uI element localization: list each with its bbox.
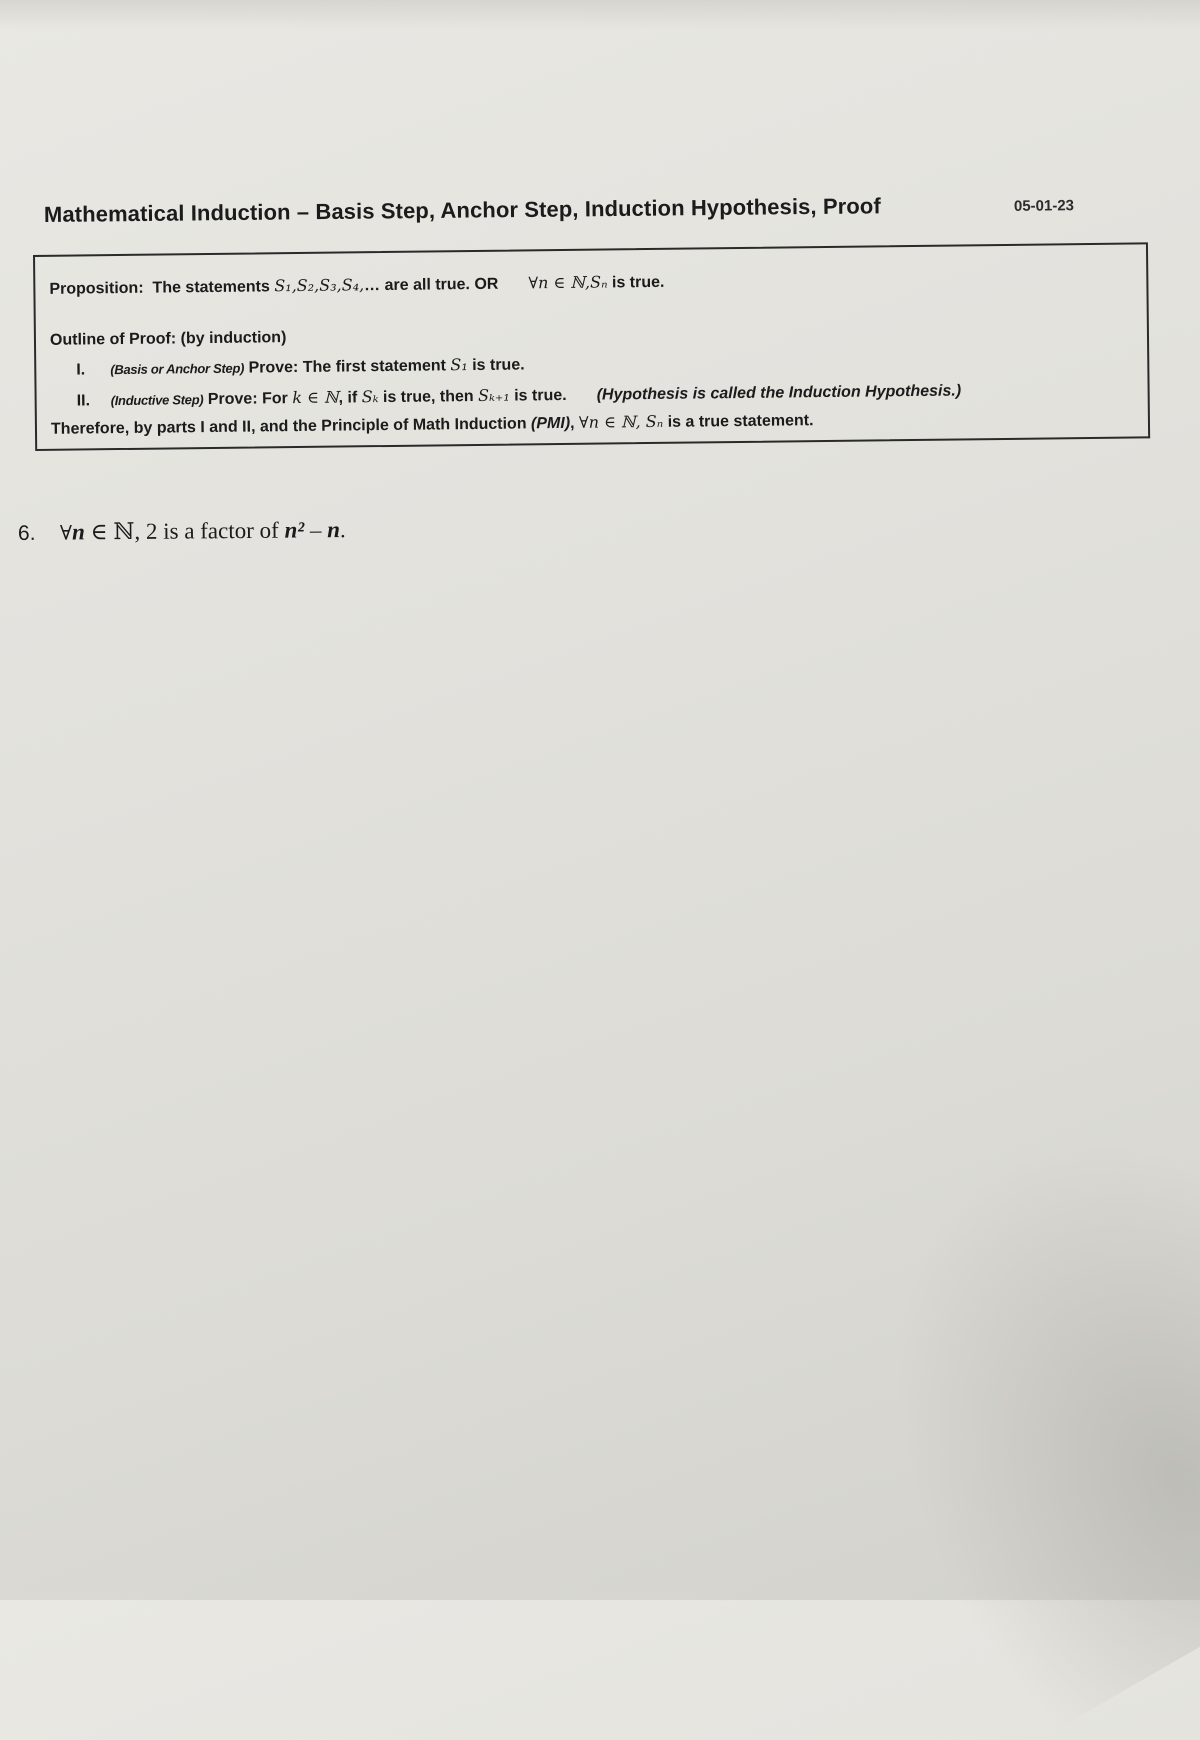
conclusion-pmi: (PMI) — [530, 414, 571, 433]
step-1-math: S₁ — [450, 355, 468, 375]
conclusion-text: Therefore, by parts I and II, and the Principle of Math Induction — [50, 415, 532, 438]
step-1-number: I. — [76, 361, 86, 379]
problem-math-a: n — [71, 519, 85, 545]
conclusion-line — [51, 410, 814, 439]
conclusion-math: ∀n ∈ ℕ, Sₙ — [578, 411, 664, 432]
step-2-text-c: is true, then — [378, 387, 479, 407]
step-2-math-b: Sₖ — [361, 387, 379, 407]
step-1-text-b: is true. — [467, 356, 525, 375]
step-1-tag: (Basis or Anchor Step) — [110, 360, 245, 378]
problem-text-c: . — [339, 517, 346, 543]
induction-outline-box — [33, 242, 1150, 451]
step-2-note: (Hypothesis is called the Induction Hypothesis.) — [596, 382, 962, 404]
step-2-text-b: , if — [338, 389, 362, 407]
step-2 — [77, 380, 962, 410]
proposition-line — [49, 272, 664, 299]
proposition-text-b: … are all true. OR — [364, 275, 499, 295]
step-1-text: Prove: The first statement — [243, 357, 451, 377]
proposition-label: Proposition: — [49, 279, 144, 298]
step-2-number: II. — [76, 392, 91, 410]
outline-heading: Outline of Proof: (by induction) — [49, 329, 287, 349]
step-2-math-c: Sₖ₊₁ — [477, 385, 510, 405]
step-2-math-a: k ∈ ℕ — [292, 387, 339, 408]
problem-math-c: n — [327, 517, 341, 543]
problem-forall: ∀ — [59, 520, 73, 545]
conclusion-text-c: is a true statement. — [663, 412, 814, 431]
step-1 — [76, 354, 525, 379]
document-header — [44, 187, 1094, 238]
proposition-text-c: is true. — [607, 273, 665, 292]
proposition-text: The statements — [152, 278, 275, 297]
problem-6 — [18, 517, 346, 546]
problem-text-b: – — [304, 517, 328, 543]
proposition-forall: ∀n ∈ ℕ,Sₙ — [528, 272, 608, 293]
document-date: 05-01-23 — [1013, 197, 1075, 215]
step-2-text: Prove: For — [203, 390, 293, 409]
page-shadow — [778, 1080, 1200, 1740]
problem-math-b: n² — [284, 517, 305, 543]
conclusion-text-b: , — [570, 414, 580, 432]
step-2-text-d: is true. — [509, 386, 567, 405]
page-shade — [0, 0, 1200, 30]
proposition-statements: S₁,S₂,S₃,S₄, — [274, 275, 365, 296]
document-title: Mathematical Induction – Basis Step, Anchor Step, Induction Hypothesis, Proof — [43, 193, 881, 227]
problem-number: 6. — [17, 521, 36, 545]
step-2-tag: (Inductive Step) — [110, 392, 204, 409]
problem-text-a: ∈ ℕ, 2 is a factor of — [84, 517, 285, 545]
